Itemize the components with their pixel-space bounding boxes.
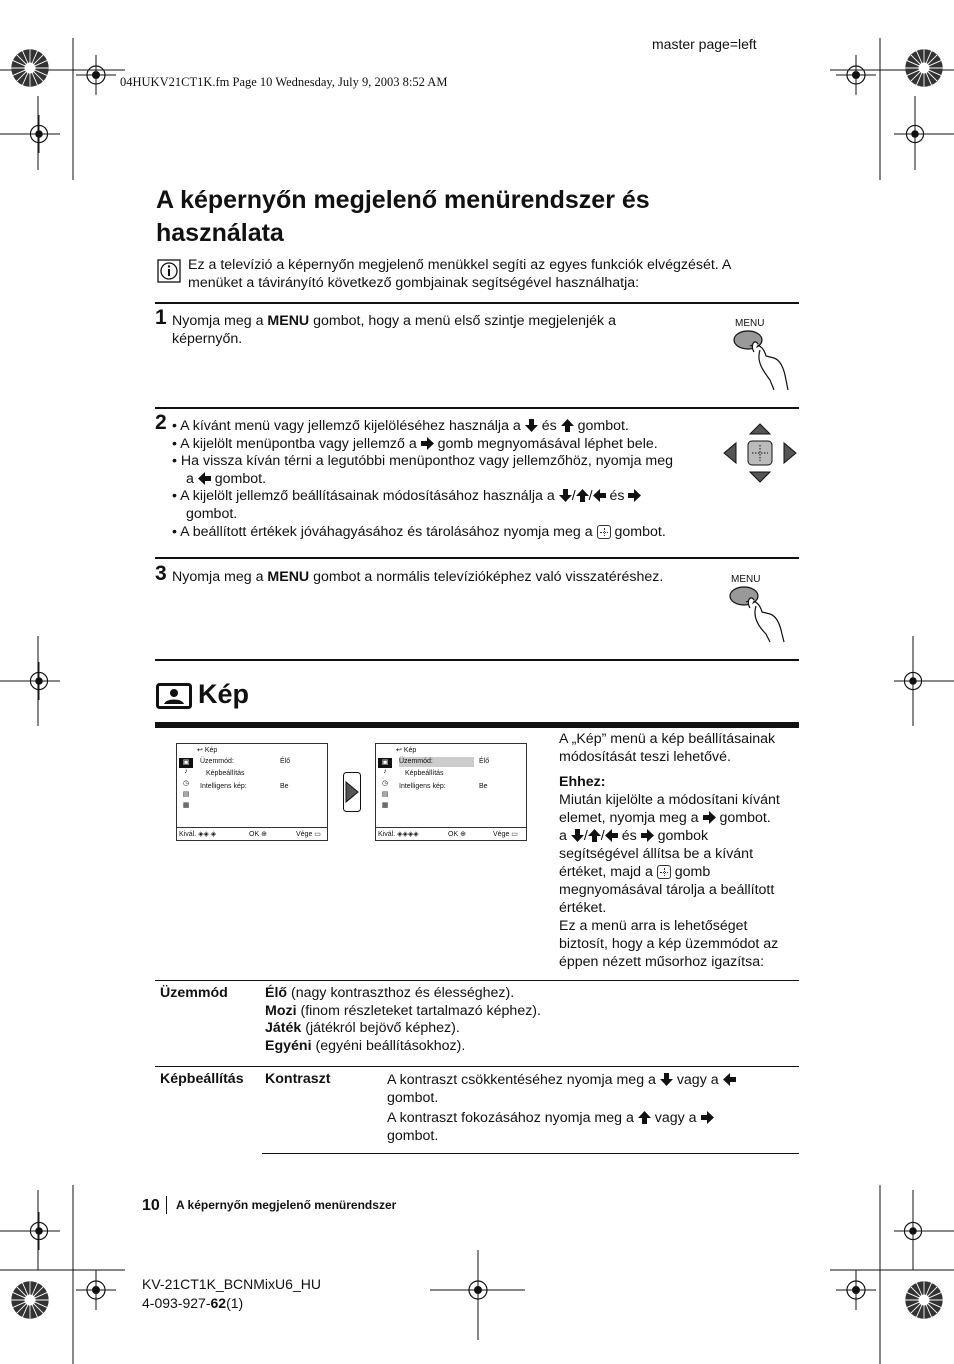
footer-section: A képernyőn megjelenő menürendszer	[176, 1198, 397, 1212]
divider	[155, 557, 799, 559]
picture-icon	[156, 683, 192, 709]
menu-button-label: MENU	[731, 574, 761, 585]
ok-button-icon	[597, 525, 611, 539]
step-2-number: 2	[155, 411, 167, 434]
table-divider	[262, 1153, 799, 1154]
arrow-left-icon	[593, 489, 606, 502]
arrow-right-icon	[421, 437, 434, 450]
arrow-right-icon	[628, 489, 641, 502]
table-row-uzemmod-values: Élő (nagy kontraszthoz és élességhez). Mozi (finom részleteket tartalmazó képhez). Játék (játékról bejövő képhez). Egyéni (egyéni beállításokhoz).	[265, 985, 541, 1054]
tv-menu-screen: ↩ Kép ▣ ♪ ◷ ▤ ▦ Üzemmód: Élő Képbeállítás Intelligens kép: Be Kivál. ◈◈◈◈ OK ⊕ Vége ▭	[375, 743, 527, 841]
step-2-text: • A kívánt menü vagy jellemző kijelöléséhez használja a és gombot. • A kijelölt menüpontba vagy jellemző a gomb megnyomásával léphet bele. • Ha vissza kíván térni a legutóbbi menüponthoz vagy jellemzőhöz, nyomja meg a gombot. • A kijelölt jellemző beállításainak módosításához használja a / / és gombot. • A beállított értékek jóváhagyásához és tárolásához nyomja meg a gombot.	[172, 418, 674, 540]
step-1-text: Nyomja meg a MENU gombot, hogy a menü első szintje megjelenjék a képernyőn.	[172, 313, 616, 347]
footer-separator	[166, 1196, 167, 1214]
arrow-down-icon	[559, 489, 572, 502]
footer-model: KV-21CT1K_BCNMixU6_HU 4-093-927-62(1)	[142, 1276, 321, 1311]
table-row-kepbeallitas-label: Képbeállítás	[160, 1071, 244, 1087]
step-3-text: Nyomja meg a MENU gombot a normális televízióképhez való visszatéréshez.	[172, 569, 664, 585]
tv-menu-screen: ↩ Kép ▣ ♪ ◷ ▤ ▦ Üzemmód: Élő Képbeállítás Intelligens kép: Be Kivál. ◈◈ ◈ OK ⊕ Vége ▭	[176, 743, 328, 841]
menu-button-hand-icon	[730, 328, 790, 392]
info-icon	[157, 259, 181, 283]
step-3-number: 3	[155, 562, 167, 585]
divider	[155, 659, 799, 661]
tv-menu-title: ↩ Kép	[197, 747, 218, 754]
kep-description: A „Kép” menü a kép beállításainak módosítását teszi lehetővé. Ehhez: Miután kijelölte a módosítani kívánt elemet, nyomja meg a gombot. a / / és gombok segítségével állítsa be a kívánt értéket, majd a gomb megnyomásával tárolja a beállított értéket. Ez a menü arra is lehetőséget biztosít, hogy a kép üzemmódot az éppen nézett műsorhoz igazítsa:	[559, 731, 780, 970]
divider	[155, 407, 799, 409]
divider	[155, 302, 799, 304]
table-row-kontraszt-label: Kontraszt	[265, 1071, 331, 1087]
dpad-icon	[722, 422, 798, 484]
intro-text: Ez a televízió a képernyőn megjelenő menükkel segíti az egyes funkciók elvégzését. A menüket a távirányító következő gombjainak segítségével használhatja:	[188, 257, 732, 291]
arrow-down-icon	[660, 1073, 673, 1086]
table-divider	[155, 980, 799, 981]
arrow-up-icon	[576, 489, 589, 502]
arrow-right-icon	[701, 1111, 714, 1124]
arrow-up-icon	[638, 1111, 651, 1124]
arrow-up-icon	[588, 829, 601, 842]
arrow-down-icon	[525, 419, 538, 432]
arrow-up-icon	[561, 419, 574, 432]
menu-button-label: MENU	[735, 318, 765, 329]
table-divider	[155, 1066, 799, 1067]
tv-menu-icons: ▣ ♪ ◷ ▤ ▦	[179, 758, 193, 812]
arrow-left-icon	[605, 829, 618, 842]
page-number: 10	[142, 1197, 160, 1214]
page-title: A képernyőn megjelenő menürendszer és használata	[156, 186, 650, 247]
step-1-number: 1	[155, 306, 167, 329]
arrow-right-icon	[703, 811, 716, 824]
section-title: Kép	[198, 679, 250, 709]
arrow-down-icon	[571, 829, 584, 842]
ok-button-icon	[657, 865, 671, 879]
arrow-left-icon	[198, 472, 211, 485]
file-info: 04HUKV21CT1K.fm Page 10 Wednesday, July 9, 2003 8:52 AM	[120, 75, 448, 89]
menu-button-hand-icon	[726, 584, 786, 644]
table-row-kontraszt-text: A kontraszt csökkentéséhez nyomja meg a vagy a gombot. A kontraszt fokozásához nyomja meg a vagy a gombot.	[387, 1071, 797, 1145]
arrow-right-icon	[641, 829, 654, 842]
next-arrow-icon	[343, 772, 361, 812]
table-row-uzemmod-label: Üzemmód	[160, 985, 228, 1001]
master-page-label: master page=left	[652, 36, 757, 52]
arrow-left-icon	[723, 1073, 736, 1086]
section-bar	[155, 722, 799, 728]
